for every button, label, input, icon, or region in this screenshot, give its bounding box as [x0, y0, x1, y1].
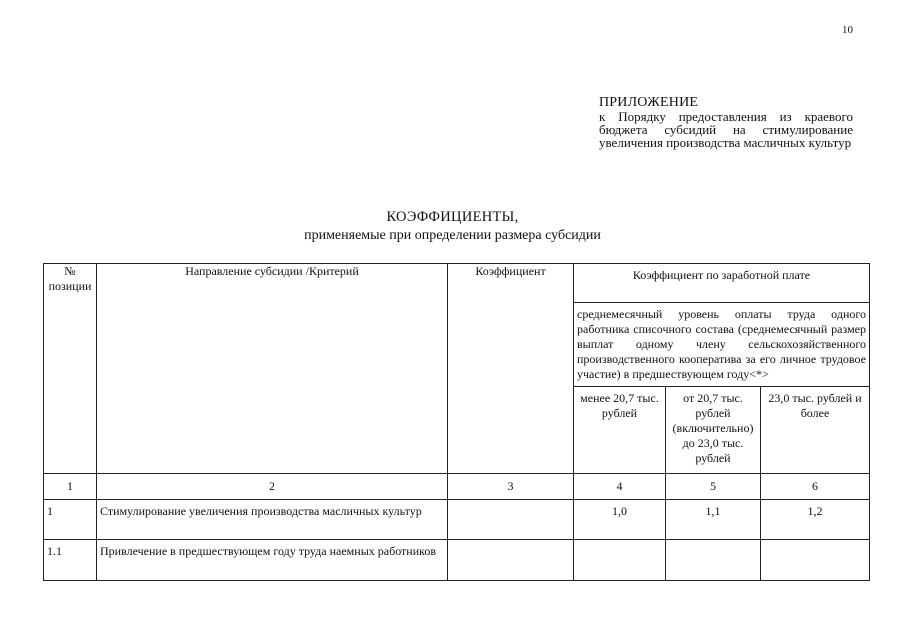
column-number-row	[44, 474, 870, 500]
table-row	[44, 500, 870, 540]
column-number: 5	[666, 474, 761, 500]
header-sub-mid: от 20,7 тыс. рублей (включительно) до 23,0 тыс. рублей	[666, 387, 761, 474]
row-position: 1	[44, 500, 97, 540]
row-coefficient	[448, 540, 574, 581]
column-number: 4	[574, 474, 666, 500]
row-value-mid	[666, 540, 761, 581]
row-coefficient	[448, 500, 574, 540]
row-value-more	[761, 540, 870, 581]
document-subtitle: применяемые при определении размера субсидии	[304, 228, 601, 243]
header-salary-description: среднемесячный уровень оплаты труда одного работника списочного состава (среднемесячный размер выплат одному члену сельскохозяйственного производственного кооператива за его личное трудовое участие) в предшествующем году<*>	[574, 303, 870, 387]
table-row	[44, 540, 870, 581]
column-number: 2	[97, 474, 448, 500]
row-value-mid: 1,1	[666, 500, 761, 540]
row-direction: Привлечение в предшествующем году труда наемных работников	[97, 540, 448, 581]
header-direction: Направление субсидии /Критерий	[97, 264, 448, 474]
column-number: 1	[44, 474, 97, 500]
coefficients-table	[43, 263, 870, 581]
row-value-less: 1,0	[574, 500, 666, 540]
header-salary-coefficient: Коэффициент по заработной плате	[574, 264, 870, 303]
row-value-more: 1,2	[761, 500, 870, 540]
header-position: № позиции	[44, 264, 97, 474]
document-title: КОЭФФИЦИЕНТЫ,	[386, 209, 519, 225]
header-sub-more: 23,0 тыс. рублей и более	[761, 387, 870, 474]
row-direction: Стимулирование увеличения производства масличных культур	[97, 500, 448, 540]
column-number: 6	[761, 474, 870, 500]
header-sub-less: менее 20,7 тыс. рублей	[574, 387, 666, 474]
appendix-title: ПРИЛОЖЕНИЕ	[599, 95, 699, 110]
row-value-less	[574, 540, 666, 581]
header-coefficient: Коэффициент	[448, 264, 574, 474]
appendix-text: к Порядку предоставления из краевого бюджета субсидий на стимулирование увеличения производства масличных культур	[599, 109, 853, 150]
page-number: 10	[842, 24, 853, 36]
appendix-block	[599, 96, 853, 149]
column-number: 3	[448, 474, 574, 500]
row-position: 1.1	[44, 540, 97, 581]
